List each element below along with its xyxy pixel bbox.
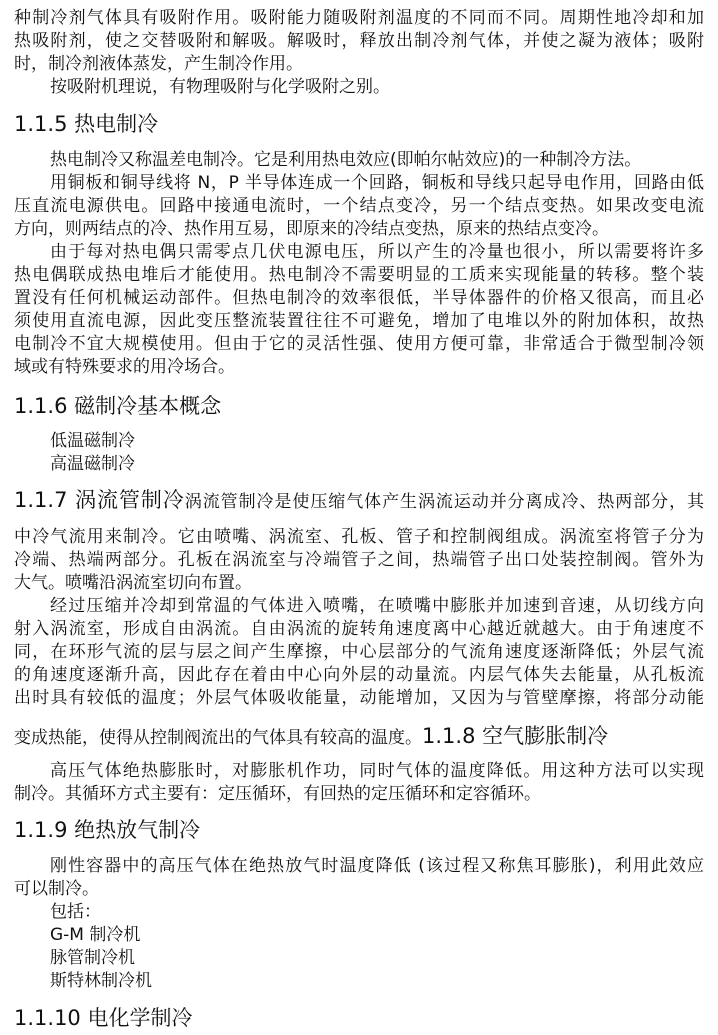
paragraph-line: 热电制冷又称温差电制冷。它是利用热电效应(即帕尔帖效应)的一种制冷方法。 <box>50 150 642 170</box>
paragraph-line: 中冷气流用来制冷。它由喷嘴、涡流室、孔板、管子和控制阀组成。涡流室将管子分为 <box>14 527 704 547</box>
section-heading-1-1-9: 1.1.9 绝热放气制冷 <box>14 818 201 842</box>
paragraph-line: 刚性容器中的高压气体在绝热放气时温度降低 (该过程又称焦耳膨胀)，利用此效应 <box>50 856 704 876</box>
paragraph-line: 出时具有较低的温度；外层气体吸收能量，动能增加，又因为与管壁摩擦，将部分动能 <box>14 688 704 708</box>
list-item: G-M 制冷机 <box>50 925 141 945</box>
paragraph-line: 时，制冷剂液体蒸发，产生制冷作用。 <box>14 54 303 74</box>
paragraph-line: 热电偶联成热电堆后才能使用。热电制冷不需要明显的工质来实现能量的转移。整个装 <box>14 265 704 285</box>
section-heading-1-1-7: 1.1.7 涡流管制冷 <box>14 488 185 512</box>
paragraph-line: 制冷。其循环方式主要有：定压循环，有回热的定压循环和定容循环。 <box>14 784 541 804</box>
paragraph-line: 高压气体绝热膨胀时，对膨胀机作功，同时气体的温度降低。用这种方法可以实现 <box>50 761 704 781</box>
section-heading-line-1-1-8 <box>14 722 608 752</box>
paragraph-line: 压直流电源供电。回路中接通电流时，一个结点变冷，另一个结点变热。如果改变电流 <box>14 196 704 216</box>
paragraph-line: 用铜板和铜导线将 N，P 半导体连成一个回路，铜板和导线只起导电作用，回路由低 <box>50 173 704 193</box>
paragraph-line: 可以制冷。 <box>14 879 99 899</box>
includes-label: 包括： <box>50 902 101 922</box>
paragraph-line: 按吸附机理说，有物理吸附与化学吸附之别。 <box>50 77 390 97</box>
paragraph-line: 须使用直流电源，因此变压整流装置往往不可避免，增加了电堆以外的附加体积，故热 <box>14 311 704 331</box>
paragraph-line: 的角速度逐渐升高，因此存在着由中心向外层的动量流。内层气体失去能量，从孔板流 <box>14 665 704 685</box>
paragraph-line: 冷端、热端两部分。孔板在涡流室与冷端管子之间，热端管子出口处装控制阀。管外为 <box>14 550 704 570</box>
list-item: 低温磁制冷 <box>50 431 135 451</box>
section-heading-1-1-10: 1.1.10 电化学制冷 <box>14 1006 193 1030</box>
paragraph-text: 变成热能，使得从控制阀流出的气体具有较高的温度。 <box>14 728 422 748</box>
paragraph-line: 方向，则两结点的冷、热作用互易，即原来的冷结点变热，原来的热结点变冷。 <box>14 219 609 239</box>
paragraph-line: 电制冷不宜大规模使用。但由于它的灵活性强、使用方便可靠，非常适合于微型制冷领 <box>14 334 704 354</box>
paragraph-line: 热吸附剂，使之交替吸附和解吸。解吸时，释放出制冷剂气体，并使之凝为液体；吸附 <box>14 31 704 51</box>
section-heading-1-1-6: 1.1.6 磁制冷基本概念 <box>14 394 222 418</box>
list-item: 脉管制冷机 <box>50 948 135 968</box>
paragraph-line: 经过压缩并冷却到常温的气体进入喷嘴，在喷嘴中膨胀并加速到音速，从切线方向 <box>50 596 704 616</box>
paragraph-line: 种制冷剂气体具有吸附作用。吸附能力随吸附剂温度的不同而不同。周期性地冷却和加 <box>14 8 704 28</box>
section-heading-line-1-1-7 <box>14 486 704 516</box>
section-heading-1-1-5: 1.1.5 热电制冷 <box>14 112 159 136</box>
paragraph-text: 涡流管制冷是使压缩气体产生涡流运动并分离成冷、热两部分，其 <box>184 492 705 512</box>
section-heading-1-1-8: 1.1.8 空气膨胀制冷 <box>422 724 609 748</box>
paragraph-line: 置没有任何机械运动部件。但热电制冷的效率很低，半导体器件的价格又很高，而且必 <box>14 288 704 308</box>
list-item: 高温磁制冷 <box>50 454 135 474</box>
paragraph-line: 域或有特殊要求的用冷场合。 <box>14 357 235 377</box>
paragraph-line: 大气。喷嘴沿涡流室切向布置。 <box>14 573 252 593</box>
paragraph-line: 射入涡流室，形成自由涡流。自由涡流的旋转角速度离中心越近就越大。由于角速度不 <box>14 619 704 639</box>
paragraph-line: 同，在环形气流的层与层之间产生摩擦，中心层部分的气流角速度逐渐降低；外层气流 <box>14 642 704 662</box>
list-item: 斯特林制冷机 <box>50 971 152 991</box>
paragraph-line: 由于每对热电偶只需零点几伏电源电压，所以产生的冷量也很小，所以需要将许多 <box>50 242 704 262</box>
